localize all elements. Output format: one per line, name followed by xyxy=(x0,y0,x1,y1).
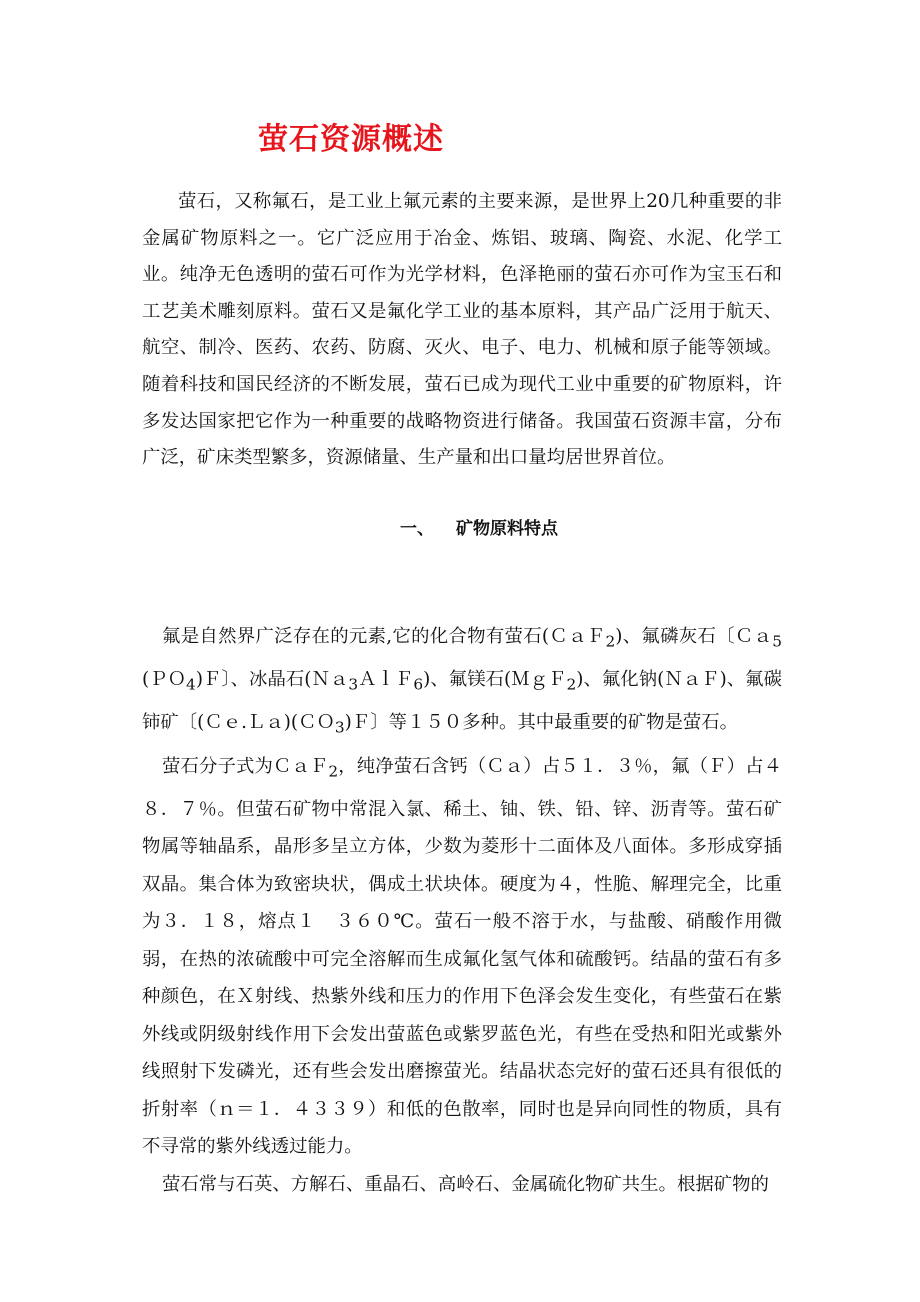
section-number: 一、 xyxy=(400,519,434,539)
section-title: 矿物原料特点 xyxy=(456,519,558,539)
paragraph-associated-minerals: 萤石常与石英、方解石、重晶石、高岭石、金属硫化物矿共生。根据矿物的 xyxy=(162,1173,769,1195)
section-heading xyxy=(400,514,558,539)
paragraph-fluorite-properties: 萤石分子式为ＣａＦ$_2$，纯净萤石含钙（Ｃａ）占５１．３％，氟（Ｆ）占４８．７％。但萤石矿物中常混入氯、稀土、铀、铁、铅、锌、沥青等。萤石矿物属等轴晶系，晶形多呈立方体，少数为菱形十二面体及八面体。多形成穿插双晶。集合体为致密块状，偶成土状块体。硬度为４，性脆、解理完全，比重为３．１８，熔点１ ３６０℃。萤石一般不溶于水，与盐酸、硝酸作用微弱，在热的浓硫酸中可完全溶解而生成氟化氢气体和硫酸钙。结晶的萤石有多种颜色，在Ｘ射线、热紫外线和压力的作用下色泽会发生变化，有些萤石在紫外线或阴级射线作用下会发出萤蓝色或紫罗蓝色光，有些在受热和阳光或紫外线照射下发磷光，还有些会发出磨擦萤光。结晶状态完好的萤石还具有很低的折射率（ｎ＝１．４３３９）和低的色散率，同时也是异向同性的物质，具有不寻常的紫外线透过能力。 xyxy=(142,755,782,1158)
body-text xyxy=(142,618,782,1203)
document-title: 萤石资源概述 xyxy=(258,122,444,157)
intro-paragraph: 萤石，又称氟石，是工业上氟元素的主要来源，是世界上20几种重要的非金属矿物原料之一。它广泛应用于冶金、炼铝、玻璃、陶瓷、水泥、化学工业。纯净无色透明的萤石可作为光学材料，色泽艳丽的萤石亦可作为宝玉石和工艺美术雕刻原料。萤石又是氟化学工业的基本原料，其产品广泛用于航天、航空、制冷、医药、农药、防腐、灭火、电子、电力、机械和原子能等领域。随着科技和国民经济的不断发展，萤石已成为现代工业中重要的矿物原料，许多发达国家把它作为一种重要的战略物资进行储备。我国萤石资源丰富，分布广泛，矿床类型繁多，资源储量、生产量和出口量均居世界首位。 xyxy=(142,191,782,469)
paragraph-fluorine-compounds: 氟是自然界广泛存在的元素,它的化合物有萤石(ＣａＦ$_2$)、氟磷灰石〔Ｃａ$_5$(ＰＯ$_4$)Ｆ〕、冰晶石(Ｎａ$_3$ＡｌＦ$_6$)、氟镁石(ＭｇＦ$_2$)、氟化钠(ＮａＦ)、氟碳铈矿〔(Ｃｅ.Ｌａ)(ＣＯ$_3$)Ｆ〕等１５０多种。其中最重要的矿物是萤石。 xyxy=(142,626,782,738)
